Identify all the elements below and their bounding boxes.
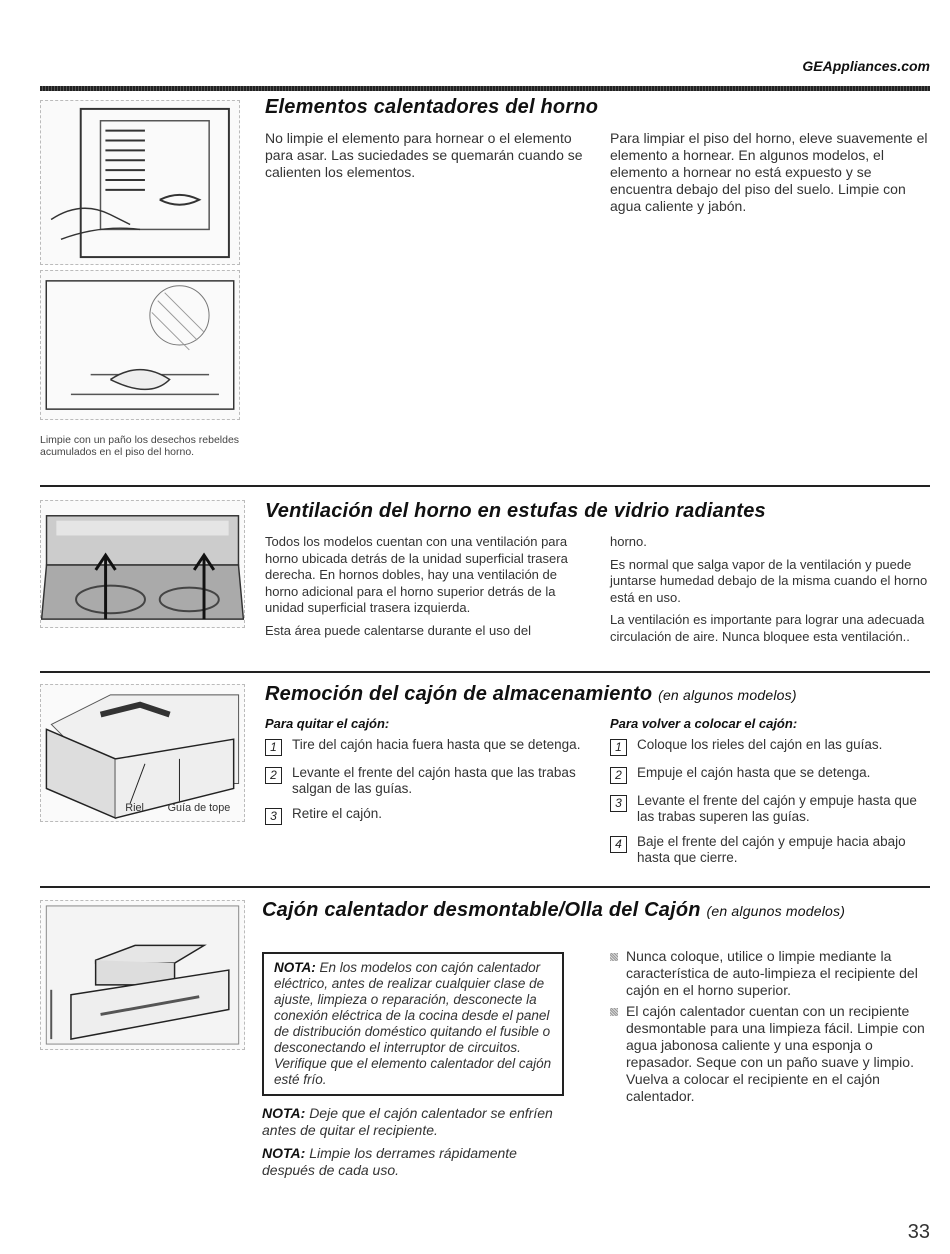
section-title-oven-vent: Ventilación del horno en estufas de vidrio radiantes — [265, 500, 766, 522]
section-divider — [40, 485, 930, 487]
remove-step — [265, 806, 585, 825]
step-number: 3 — [610, 795, 627, 812]
replace-step — [610, 737, 930, 756]
replace-step — [610, 834, 930, 866]
step-number: 4 — [610, 836, 627, 853]
storage-drawer-title-sub: (en algunos modelos) — [658, 687, 797, 703]
replace-step — [610, 765, 930, 784]
step-text: Baje el frente del cajón y empuje hacia abajo hasta que cierre. — [637, 834, 906, 865]
step-number: 2 — [610, 767, 627, 784]
remove-drawer-instructions — [265, 716, 585, 834]
page-number: 33 — [907, 1221, 930, 1243]
floor-cleaning-caption: Limpie con un paño los desechos rebeldes acumulados en el piso del horno. — [40, 434, 240, 458]
oven-vent-col1 — [265, 534, 575, 639]
heating-elements-col2: Para limpiar el piso del horno, eleve suavemente el elemento a hornear. En algunos modelos, el elemento a hornear no está expuesto y se encuentra debajo del piso del suelo. Limpie con agua caliente y jabón. — [610, 130, 928, 214]
section-title-heating-elements: Elementos calentadores del horno — [265, 96, 599, 118]
bullet-icon — [610, 1008, 618, 1016]
storage-drawer-illustration — [40, 684, 245, 822]
step-text: Retire el cajón. — [292, 806, 383, 821]
step-text: Levante el frente del cajón hasta que las trabas salgan de las guías. — [292, 765, 576, 796]
warming-drawer-title: Cajón calentador desmontable/Olla del Cajón — [262, 899, 701, 921]
bullet-icon — [610, 953, 618, 961]
step-number: 1 — [610, 739, 627, 756]
header-rule — [40, 86, 930, 91]
storage-drawer-title: Remoción del cajón de almacenamiento — [265, 683, 653, 705]
spill-note — [262, 1145, 572, 1179]
step-number: 2 — [265, 767, 282, 784]
note-text: Limpie los derrames rápidamente después de cada uso. — [262, 1145, 517, 1178]
oven-vent-col1-p1: Todos los modelos cuentan con una ventilación para horno ubicada detrás de la unidad superficial trasera derecha. En hornos dobles, hay una ventilación de horno adicional para el horno superior detrás de la unidad superficial trasera izquierda. — [265, 534, 568, 615]
cooktop-vent-illustration — [40, 500, 245, 628]
note-text: Deje que el cajón calentador se enfríen antes de quitar el recipiente. — [262, 1105, 553, 1138]
note-label: NOTA: — [262, 1105, 306, 1121]
warming-drawer-title-sub: (en algunos modelos) — [706, 903, 846, 919]
bullet-item — [610, 948, 932, 999]
stop-guide-label: Guía de tope — [167, 802, 231, 815]
step-text: Coloque los rieles del cajón en las guías. — [637, 737, 883, 752]
note-label: NOTA: — [262, 1145, 306, 1161]
bullet-text: Nunca coloque, utilice o limpie mediante la característica de auto-limpieza el recipiente del cajón en el horno superior. — [626, 948, 918, 998]
oven-interior-illustration — [40, 100, 240, 265]
oven-vent-col2-p3: La ventilación es importante para lograr una adecuada circulación de aire. Nunca bloquee esta ventilación.. — [610, 612, 925, 644]
note-text: En los modelos con cajón calentador eléctrico, antes de realizar cualquier clase de ajuste, limpieza o reparación, desconecte la conexión eléctrica de la cocina desde el panel de distribución doméstico quitando el fusible o desconectando el interruptor de circuitos. Verifique que el elemento calentador del cajón esté frío. — [274, 960, 552, 1087]
oven-floor-cleaning-illustration — [40, 270, 240, 420]
cool-down-note — [262, 1105, 572, 1139]
section-title-storage-drawer — [265, 683, 797, 706]
section-title-warming-drawer — [262, 899, 845, 922]
oven-vent-col2-p2: Es normal que salga vapor de la ventilación y puede juntarse humedad debajo de la misma cuando el horno está en uso. — [610, 556, 928, 605]
step-text: Levante el frente del cajón y empuje hasta que las trabas superen las guías. — [637, 793, 917, 824]
warming-drawer-bullets — [610, 948, 932, 1109]
section-divider — [40, 671, 930, 673]
bullet-text: El cajón calentador cuentan con un recipiente desmontable para una limpieza fácil. Limpie con agua jabonosa caliente y una esponja o repasador. Seque con un paño suave y limpio. Vuelva a colocar el recipiente en el cajón calentador. — [626, 1003, 925, 1104]
oven-vent-col2-p1: horno. — [610, 534, 647, 549]
note-label: NOTA: — [274, 960, 316, 975]
oven-vent-col1-p2: Esta área puede calentarse durante el uso del — [265, 622, 531, 638]
warming-drawer-illustration — [40, 900, 245, 1050]
site-url: GEAppliances.com — [802, 58, 930, 74]
replace-step — [610, 793, 930, 825]
remove-step — [265, 765, 585, 797]
step-text: Tire del cajón hacia fuera hasta que se detenga. — [292, 737, 581, 752]
section-divider — [40, 886, 930, 888]
step-text: Empuje el cajón hasta que se detenga. — [637, 765, 871, 780]
remove-drawer-heading: Para quitar el cajón: — [265, 716, 390, 731]
warming-drawer-notes — [262, 1105, 572, 1185]
step-number: 3 — [265, 808, 282, 825]
rail-label: Riel — [125, 802, 144, 815]
electrical-safety-note — [262, 952, 564, 1096]
replace-drawer-heading: Para volver a colocar el cajón: — [610, 716, 798, 731]
heating-elements-col1: No limpie el elemento para hornear o el elemento para asar. Las suciedades se quemarán cuando se calienten los elementos. — [265, 130, 583, 180]
oven-vent-col2 — [610, 534, 930, 645]
replace-drawer-instructions — [610, 716, 930, 875]
remove-step — [265, 737, 585, 756]
step-number: 1 — [265, 739, 282, 756]
bullet-item — [610, 1003, 932, 1105]
